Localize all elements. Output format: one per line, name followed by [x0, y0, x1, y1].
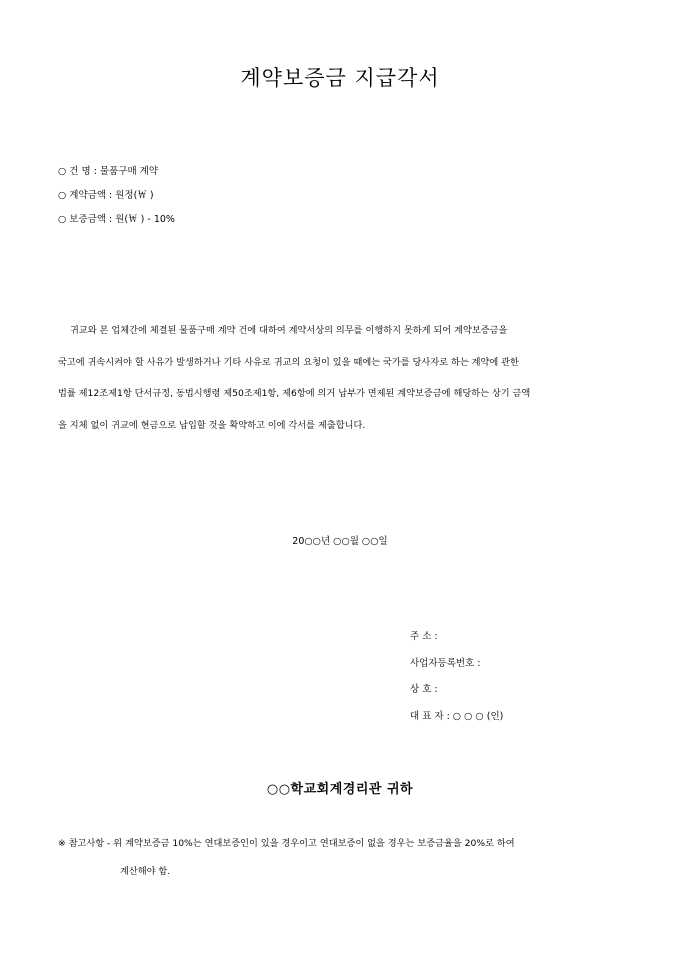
pledge-paragraph	[58, 315, 626, 441]
document-date: 20○○년 ○○월 ○○일	[292, 536, 388, 547]
pledge-line: 법률 제12조제1항 단서규정, 동법시행령 제50조제1항, 제6항에 의거 납부가 면제된 계약보증금에 해당하는 상기 금액	[58, 388, 531, 399]
document-title: 계약보증금 지급각서	[240, 66, 440, 90]
pledge-line: 귀교와 본 업체간에 체결된 물품구매 계약 건에 대하여 계약서상의 의무를 이행하지 못하게 되어 계약보증금을	[70, 325, 508, 336]
info-row-deposit-amount: ○ 보증금액 : 원(￦ ) - 10%	[58, 214, 175, 225]
info-row-subject: ○ 건 명 : 물품구매 계약	[58, 166, 159, 177]
note-line: ※ 참고사항 - 위 계약보증금 10%는 연대보증인이 있을 경우이고 연대보증이 없을 경우는 보증금율을 20%로 하여	[58, 838, 515, 849]
contract-info	[58, 165, 175, 237]
signature-block	[410, 630, 503, 736]
note-line: 계산해야 함.	[120, 866, 171, 877]
pledge-line: 을 지체 없이 귀교에 현금으로 납입할 것을 확약하고 이에 각서를 제출합니다.	[58, 419, 366, 431]
signature-address: 주 소 :	[410, 631, 438, 642]
reference-note	[58, 837, 624, 879]
signature-company-name: 상 호 :	[410, 684, 438, 695]
signature-representative: 대 표 자 : ○ ○ ○ (인)	[410, 710, 504, 722]
info-row-contract-amount: ○ 계약금액 : 원정(￦ )	[58, 190, 154, 201]
signature-business-number: 사업자등록번호 :	[410, 657, 481, 669]
addressee: ○○학교회계경리관 귀하	[266, 782, 414, 797]
pledge-line: 국고에 귀속시켜야 할 사유가 발생하거나 기타 사유로 귀교의 요청이 있을 때에는 국가를 당사자로 하는 계약에 관한	[58, 356, 519, 368]
